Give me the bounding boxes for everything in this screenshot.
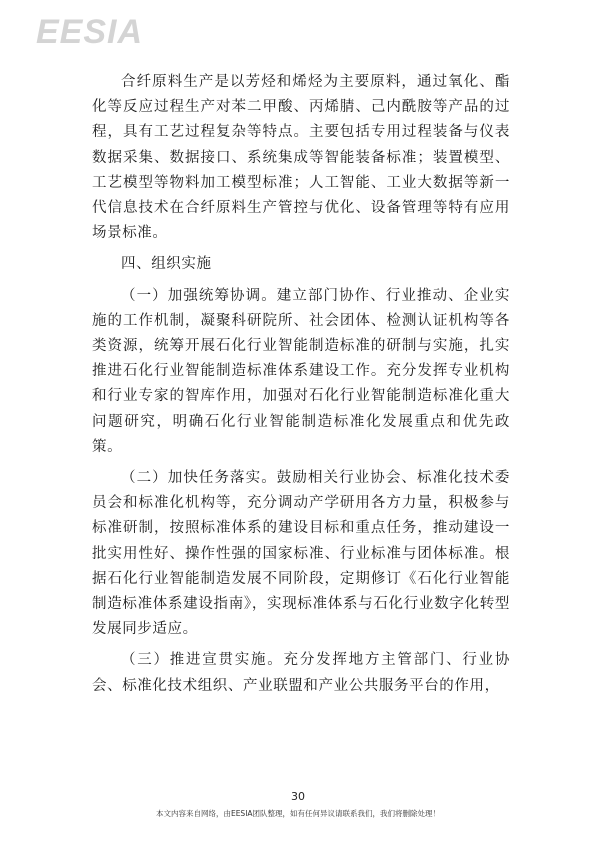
paragraph-task-implementation: （二）加快任务落实。鼓励相关行业协会、标准化技术委员会和标准化机构等，充分调动产学研用各方力量，积极参与标准研制，按照标准体系的建设目标和重点任务，推动建设一批实用性好、操作性强的国家标准、行业标准与团体标准。根据石化行业智能制造发展不同阶段，定期修订《石化行业智能制造标准体系建设指南》，实现标准体系与石化行业数字化转型发展同步适应。	[92, 470, 510, 638]
document-body	[92, 70, 510, 699]
footer-disclaimer: 本文内容来自网络，由EESIA团队整理，如有任何异议请联系我们，我们将删除处理！	[155, 809, 441, 818]
section-heading-organization: 四、组织实施	[121, 256, 212, 273]
paragraph-publicity-implementation: （三）推进宣贯实施。充分发挥地方主管部门、行业协会、标准化技术组织、产业联盟和产业公共服务平台的作用，	[92, 652, 510, 694]
paragraph-coordination: （一）加强统筹协调。建立部门协作、行业推动、企业实施的工作机制，凝聚科研院所、社会团体、检测认证机构等各类资源，统筹开展石化行业智能制造标准的研制与实施，扎实推进石化行业智能制造标准体系建设工作。充分发挥专业机构和行业专家的智库作用，加强对石化行业智能制造标准化重大问题研究，明确石化行业智能制造标准化发展重点和优先政策。	[92, 287, 510, 455]
page-number: 30	[291, 790, 305, 803]
paragraph-synthetic-fiber-raw-materials: 合纤原料生产是以芳烃和烯烃为主要原料，通过氧化、酯化等反应过程生产对苯二甲酸、丙烯腈、己内酰胺等产品的过程，具有工艺过程复杂等特点。主要包括专用过程装备与仪表数据采集、数据接口、系统集成等智能装备标准；装置模型、工艺模型等物料加工模型标准；人工智能、工业大数据等新一代信息技术在合纤原料生产管控与优化、设备管理等特有应用场景标准。	[92, 74, 510, 242]
eesia-logo: EESIA	[36, 13, 144, 51]
